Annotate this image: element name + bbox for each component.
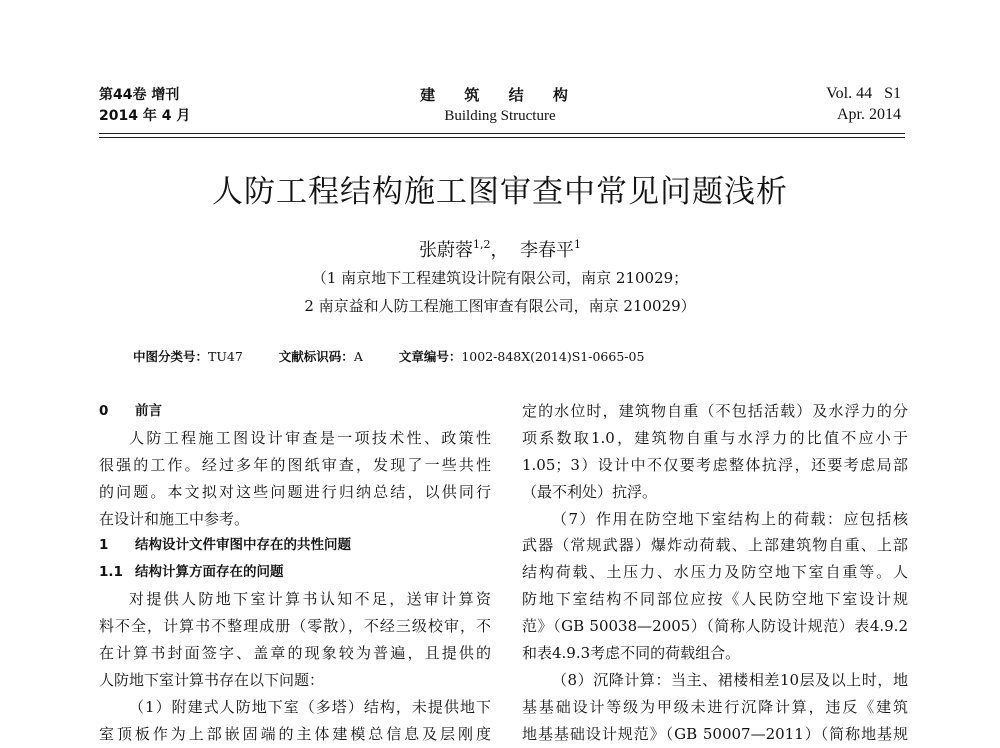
paragraph-line: 武器（常规武器）爆炸动荷载、上部建筑物自重、上部 [522,536,908,555]
paragraph-line: 范》（GB 50038—2005）（简称人防设计规范）表4.9.2 [522,617,908,636]
paragraph-line: 人防工程施工图设计审查是一项技术性、政策性 [129,428,491,447]
affiliation-2: 2 南京益和人防工程施工图审查有限公司，南京 210029） [304,297,696,315]
paragraph-line: 防地下室结构不同部位应按《人民防空地下室设计规 [522,590,908,609]
article-metadata [133,348,644,366]
subsection-title: 结构计算方面存在的问题 [135,564,284,581]
clc-value: TU47 [208,349,243,364]
article-title: 人防工程结构施工图审查中常见问题浅析 [212,174,788,210]
paragraph-line: 在计算书封面签字、盖章的现象较为普遍，且提供的 [99,644,491,663]
author-affiliation-mark: 1,2 [473,238,491,251]
section-heading [99,532,491,559]
paragraph-line: 基基础设计等级为甲级未进行沉降计算，违反《建筑 [522,697,908,716]
author-name: 李春平 [519,240,574,261]
publication-date: Apr. 2014 [837,106,901,123]
paragraph-line: 很强的工作。经过多年的图纸审查，发现了一些共性 [99,455,491,474]
section-heading [99,398,491,425]
issue-date: 2014 年 4 月 [99,108,191,124]
paragraph-line: 人防地下室计算书存在以下问题： [99,670,325,689]
author-affiliation-mark: 1 [573,238,581,251]
paragraph-line: 的问题。本文拟对这些问题进行归纳总结，以供同行 [99,482,491,501]
article-id-value: 1002-848X(2014)S1-0665-05 [461,349,645,364]
paragraph-line: 地基基础设计规范》（GB 50007—2011）（简称地基规 [522,724,908,743]
article-id-label: 文章编号： [398,349,462,364]
paragraph-line: （最不利处）抗浮。 [522,482,658,501]
section-number: 1 [99,537,109,554]
paragraph-line: 定的水位时，建筑物自重（不包括活载）及水浮力的分 [522,402,908,420]
issue-volume: 第44卷 增刊 [99,87,180,103]
left-column [99,398,491,748]
header-rule-bottom [99,137,905,138]
paragraph-line: 项系数取1.0，建筑物自重与水浮力的比值不应小于 [522,428,908,447]
section-number: 0 [99,403,109,419]
author-line [0,233,1000,263]
right-column [522,398,908,748]
subsection-number: 1.1 [99,564,123,581]
volume-number: Vol. 44 S1 [826,85,901,102]
doc-code-label: 文献标识码： [278,349,354,364]
author-name: 张蔚蓉 [419,240,474,261]
paragraph-line: 在设计和施工中参考。 [99,509,250,528]
paragraph-line: 料不全，计算书不整理成册（零散），不经三级校审，不 [99,617,491,636]
journal-title-en-text: Building Structure [444,108,556,124]
doc-code-value: A [353,349,363,364]
paragraph-line: 和表4.9.3考虑不同的荷载组合。 [522,644,741,663]
paragraph-line: 结构荷载、土压力、水压力及防空地下室自重等。人 [522,563,908,582]
section-title: 前言 [135,403,162,419]
journal-title-cn-text: 建 筑 结 构 [420,86,580,104]
paragraph-line: 室顶板作为上部嵌固端的主体建模总信息及层刚度 [99,724,491,743]
clc-label: 中图分类号： [133,349,209,364]
author-separator: ， [490,240,509,261]
paragraph-line: 1.05；3）设计中不仅要考虑整体抗浮，还要考虑局部 [522,455,908,474]
paragraph-line: （8）沉降计算：当主、裙楼相差10层及以上时，地 [552,670,908,689]
section-title: 结构设计文件审图中存在的共性问题 [135,537,351,554]
paragraph-line: 对提供人防地下室计算书认知不足，送审计算资 [129,590,491,609]
subsection-heading [99,559,491,586]
paragraph-line: （1）附建式人防地下室（多塔）结构，未提供地下 [129,697,491,716]
paragraph-line: （7）作用在防空地下室结构上的荷载：应包括核 [552,509,908,528]
affiliation-1: （1 南京地下工程建筑设计院有限公司，南京 210029； [311,269,689,287]
header-rule-top [99,133,905,134]
